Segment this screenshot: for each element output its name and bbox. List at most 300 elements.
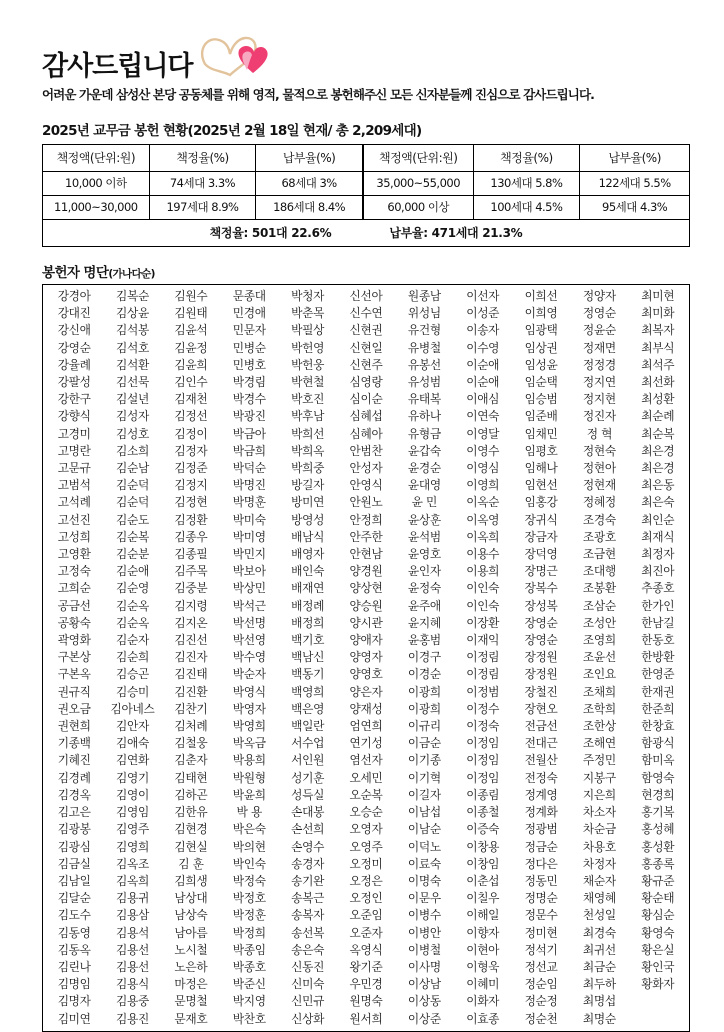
donor-name-cell: 김용선 bbox=[116, 959, 150, 974]
table-row bbox=[43, 196, 690, 220]
donor-name-cell: 안범찬 bbox=[349, 443, 383, 458]
donor-name-cell: 황순태 bbox=[641, 891, 675, 906]
donor-name-cell: 고석례 bbox=[57, 495, 91, 510]
donor-name-cell: 박석근 bbox=[232, 598, 266, 613]
donor-name-cell: 문종대 bbox=[232, 289, 266, 303]
donor-name-cell bbox=[629, 993, 687, 1010]
table-row bbox=[45, 322, 687, 339]
donor-name-cell: 박수영 bbox=[232, 650, 266, 665]
donor-name-cell: 최은동 bbox=[641, 478, 675, 493]
donor-name-cell: 박정희 bbox=[232, 925, 266, 940]
donor-name-cell: 안성자 bbox=[349, 461, 383, 476]
donor-name-cell: 최복자 bbox=[641, 323, 675, 338]
donor-name-cell: 조삼순 bbox=[582, 598, 616, 613]
donor-name-cell: 김설년 bbox=[116, 392, 150, 407]
donor-name-cell: 김정환 bbox=[174, 512, 208, 527]
donor-name-cell: 김성호 bbox=[116, 426, 150, 441]
donor-name-cell: 조한상 bbox=[582, 719, 616, 734]
donor-name-cell: 황심순 bbox=[641, 908, 675, 923]
donor-name-cell: 이장환 bbox=[466, 615, 500, 630]
donor-name-cell: 김명자 bbox=[57, 994, 91, 1009]
donor-name-cell: 김정준 bbox=[174, 461, 208, 476]
donor-name-cell: 한가인 bbox=[641, 598, 675, 613]
donor-name-cell: 김재천 bbox=[174, 392, 208, 407]
donor-name-cell: 한동호 bbox=[641, 633, 675, 648]
donor-name-cell: 정영순 bbox=[582, 306, 616, 321]
donor-name-cell: 정미현 bbox=[524, 925, 558, 940]
donor-name-cell: 황은실 bbox=[641, 942, 675, 957]
donor-name-cell: 손선희 bbox=[291, 822, 325, 837]
donor-name-cell: 이명숙 bbox=[407, 873, 441, 888]
gratitude-subtitle: 어려운 가운데 삼성산 본당 공동체를 위해 영적, 물적으로 봉헌해주신 모든 신자분들께 진심으로 감사드립니다. bbox=[42, 87, 594, 102]
donor-name-cell: 김진자 bbox=[174, 650, 208, 665]
donor-name-cell: 이옥영 bbox=[466, 512, 500, 527]
donor-name-cell: 김순자 bbox=[116, 633, 150, 648]
table-row bbox=[45, 546, 687, 563]
table-row bbox=[45, 580, 687, 597]
donor-name-cell: 김소희 bbox=[116, 443, 150, 458]
table-row bbox=[45, 374, 687, 391]
donor-name-cell: 최금순 bbox=[582, 959, 616, 974]
donor-name-cell: 최경숙 bbox=[582, 925, 616, 940]
donor-name-cell: 안영식 bbox=[349, 478, 383, 493]
donor-name-cell: 오영자 bbox=[349, 822, 383, 837]
donor-name-cell: 양재성 bbox=[349, 701, 383, 716]
table-row bbox=[45, 666, 687, 683]
donor-name-cell: 조학희 bbox=[582, 701, 616, 716]
table-row bbox=[45, 460, 687, 477]
donor-name-cell: 이상준 bbox=[407, 1011, 441, 1026]
donor-name-cell: 이효종 bbox=[466, 1011, 500, 1026]
donor-name-cell: 송복근 bbox=[291, 891, 325, 906]
table-row bbox=[45, 770, 687, 787]
donor-name-cell bbox=[629, 1011, 687, 1028]
donor-name-cell: 이옥순 bbox=[466, 495, 500, 510]
donor-name-cell: 김금실 bbox=[57, 856, 91, 871]
stats-cell: 186세대 8.4% bbox=[256, 196, 363, 220]
donor-name-cell: 전정숙 bbox=[524, 770, 558, 785]
donor-name-cell: 김처례 bbox=[174, 719, 208, 734]
donor-name-cell: 최귀선 bbox=[582, 942, 616, 957]
donor-name-cell: 안현남 bbox=[349, 547, 383, 562]
donor-name-cell: 김순덕 bbox=[116, 495, 150, 510]
donor-name-cell: 박명진 bbox=[232, 478, 266, 493]
donor-name-cell: 심혜섭 bbox=[349, 409, 383, 424]
table-row bbox=[45, 512, 687, 529]
donor-name-cell: 신선아 bbox=[349, 289, 383, 303]
donor-name-cell: 이병수 bbox=[407, 908, 441, 923]
donor-name-cell: 유태복 bbox=[407, 392, 441, 407]
donor-name-cell: 이인숙 bbox=[466, 598, 500, 613]
donor-name-cell: 이경구 bbox=[407, 650, 441, 665]
donor-name-cell: 한방환 bbox=[641, 650, 675, 665]
donor-name-cell: 김태현 bbox=[174, 770, 208, 785]
donor-name-cell: 김순복 bbox=[116, 529, 150, 544]
donor-name-cell: 유성범 bbox=[407, 375, 441, 390]
donor-name-cell: 정현숙 bbox=[582, 443, 616, 458]
donor-name-cell: 박원형 bbox=[232, 770, 266, 785]
stats-cell: 130세대 5.8% bbox=[473, 172, 580, 196]
donor-name-cell: 김 훈 bbox=[178, 856, 204, 871]
donor-name-cell: 박민지 bbox=[232, 547, 266, 562]
donor-name-cell: 정윤순 bbox=[582, 323, 616, 338]
table-row bbox=[45, 563, 687, 580]
donor-name-cell: 박미숙 bbox=[232, 512, 266, 527]
donor-name-cell: 임준배 bbox=[524, 409, 558, 424]
table-row bbox=[45, 494, 687, 511]
donor-name-cell: 정순정 bbox=[524, 994, 558, 1009]
donor-name-cell: 김진태 bbox=[174, 667, 208, 682]
donor-name-cell: 박용희 bbox=[232, 753, 266, 768]
donor-name-cell: 김용석 bbox=[116, 925, 150, 940]
donor-name-cell: 김미연 bbox=[57, 1011, 91, 1026]
donor-name-cell: 우민경 bbox=[349, 977, 383, 992]
donor-name-cell: 심이순 bbox=[349, 392, 383, 407]
table-row bbox=[45, 391, 687, 408]
donor-name-cell: 윤인자 bbox=[407, 564, 441, 579]
donor-name-cell: 이화자 bbox=[466, 994, 500, 1009]
donor-name-cell: 박금희 bbox=[232, 443, 266, 458]
donor-name-cell: 송경자 bbox=[291, 856, 325, 871]
donor-name-cell: 이용희 bbox=[466, 564, 500, 579]
donor-name-cell: 김영임 bbox=[116, 805, 150, 820]
donor-name-cell: 민문자 bbox=[232, 323, 266, 338]
donor-name-cell: 한남길 bbox=[641, 615, 675, 630]
donor-name-cell: 정광범 bbox=[524, 822, 558, 837]
donor-name-cell: 최진아 bbox=[641, 564, 675, 579]
donor-name-cell: 신상화 bbox=[291, 1011, 325, 1026]
donor-name-cell: 박옥금 bbox=[232, 736, 266, 751]
table-row bbox=[45, 839, 687, 856]
donor-name-cell: 김용삼 bbox=[116, 908, 150, 923]
table-row bbox=[45, 976, 687, 993]
donor-name-cell: 백영희 bbox=[291, 684, 325, 699]
table-row bbox=[45, 477, 687, 494]
donor-name-cell: 최정자 bbox=[641, 547, 675, 562]
donor-name-cell: 유건형 bbox=[407, 323, 441, 338]
donor-name-cell: 민병순 bbox=[232, 340, 266, 355]
donor-name-cell: 백동기 bbox=[291, 667, 325, 682]
donor-name-cell: 박윤희 bbox=[232, 787, 266, 802]
stats-col-rate-1: 책정율(%) bbox=[149, 145, 256, 172]
donor-name-cell: 이향자 bbox=[466, 925, 500, 940]
donor-name-cell: 윤주애 bbox=[407, 598, 441, 613]
donor-name-cell: 이성준 bbox=[466, 306, 500, 321]
donor-name-cell: 김석호 bbox=[116, 340, 150, 355]
donor-name-cell: 고성희 bbox=[57, 529, 91, 544]
donor-name-cell: 이창용 bbox=[466, 839, 500, 854]
donor-name-cell: 위성님 bbox=[407, 306, 441, 321]
donor-name-cell: 장영순 bbox=[524, 615, 558, 630]
stats-cell: 10,000 이하 bbox=[43, 172, 150, 196]
donor-name-cell: 차정자 bbox=[582, 856, 616, 871]
donor-name-cell: 박정호 bbox=[232, 891, 266, 906]
donor-name-cell: 오순복 bbox=[349, 787, 383, 802]
donor-name-cell: 이옥희 bbox=[466, 529, 500, 544]
donor-name-cell: 차순금 bbox=[582, 822, 616, 837]
donor-name-cell: 이광희 bbox=[407, 701, 441, 716]
donor-name-cell: 심혜아 bbox=[349, 426, 383, 441]
donor-name-cell: 옥영식 bbox=[349, 942, 383, 957]
donor-name-cell: 고명란 bbox=[57, 443, 91, 458]
donor-name-cell: 원종남 bbox=[407, 289, 441, 303]
donor-name-cell: 배재연 bbox=[291, 581, 325, 596]
donor-name-cell: 이남섭 bbox=[407, 805, 441, 820]
donor-name-cell: 정정경 bbox=[582, 357, 616, 372]
donor-name-cell: 이사명 bbox=[407, 959, 441, 974]
table-row bbox=[45, 443, 687, 460]
table-row bbox=[45, 632, 687, 649]
table-row bbox=[45, 925, 687, 942]
donor-name-cell: 백일란 bbox=[291, 719, 325, 734]
donor-name-cell: 양애자 bbox=[349, 633, 383, 648]
donor-name-cell: 조채희 bbox=[582, 684, 616, 699]
donor-name-cell: 박영식 bbox=[232, 684, 266, 699]
donor-name-cell: 장정원 bbox=[524, 667, 558, 682]
donor-name-cell: 박의현 bbox=[232, 839, 266, 854]
donor-name-cell: 최두하 bbox=[582, 977, 616, 992]
table-row bbox=[45, 340, 687, 357]
donor-name-cell: 김복순 bbox=[116, 289, 150, 303]
donor-name-cell: 장명근 bbox=[524, 564, 558, 579]
donor-name-cell: 최은숙 bbox=[641, 495, 675, 510]
donor-name-cell: 이규리 bbox=[407, 719, 441, 734]
donor-name-cell: 김안자 bbox=[116, 719, 150, 734]
donor-name-cell: 구본옥 bbox=[57, 667, 91, 682]
donor-name-cell: 윤정숙 bbox=[407, 581, 441, 596]
donor-name-cell: 정지현 bbox=[582, 392, 616, 407]
donor-name-cell: 박명훈 bbox=[232, 495, 266, 510]
donor-name-cell: 임순택 bbox=[524, 375, 558, 390]
stats-col-amount-1: 책정액(단위:원) bbox=[43, 145, 150, 172]
donor-name-cell: 박상민 bbox=[232, 581, 266, 596]
donor-list-section bbox=[42, 261, 690, 1032]
donor-name-cell: 조인요 bbox=[582, 667, 616, 682]
donor-name-cell: 최미화 bbox=[641, 306, 675, 321]
donor-name-cell: 강영순 bbox=[57, 340, 91, 355]
donor-name-cell: 백은영 bbox=[291, 701, 325, 716]
table-row bbox=[45, 305, 687, 322]
donor-name-cell: 장현오 bbox=[524, 701, 558, 716]
donor-name-cell: 김애숙 bbox=[116, 736, 150, 751]
donor-name-cell: 이칠우 bbox=[466, 891, 500, 906]
stats-col-payment-1: 납부율(%) bbox=[256, 145, 363, 172]
donor-name-cell: 강율례 bbox=[57, 357, 91, 372]
table-row bbox=[45, 701, 687, 718]
donor-name-cell: 이금순 bbox=[407, 736, 441, 751]
donor-name-cell: 박은숙 bbox=[232, 822, 266, 837]
donor-name-cell: 김명임 bbox=[57, 977, 91, 992]
donor-name-cell: 정현아 bbox=[582, 461, 616, 476]
table-row bbox=[45, 890, 687, 907]
donor-name-cell: 정계영 bbox=[524, 787, 558, 802]
donor-name-cell: 오준자 bbox=[349, 925, 383, 940]
donor-name-cell: 조해연 bbox=[582, 736, 616, 751]
donor-name-cell: 김성자 bbox=[116, 409, 150, 424]
donor-name-cell: 이남순 bbox=[407, 822, 441, 837]
donor-name-cell: 김정이 bbox=[174, 426, 208, 441]
donor-names-frame bbox=[42, 284, 690, 1032]
donor-name-cell: 엄연희 bbox=[349, 719, 383, 734]
donor-name-cell: 추종호 bbox=[641, 581, 675, 596]
donor-name-cell: 장철진 bbox=[524, 684, 558, 699]
donor-name-cell: 이정임 bbox=[466, 770, 500, 785]
donor-name-cell: 오정인 bbox=[349, 891, 383, 906]
donor-name-cell: 강한구 bbox=[57, 392, 91, 407]
donor-name-cell: 임평호 bbox=[524, 443, 558, 458]
donor-name-cell: 양영자 bbox=[349, 650, 383, 665]
donor-name-cell: 최명섭 bbox=[582, 994, 616, 1009]
donor-name-cell: 정 혁 bbox=[586, 426, 613, 441]
donor-name-cell: 박춘목 bbox=[291, 306, 325, 321]
donor-name-cell: 조대행 bbox=[582, 564, 616, 579]
donor-name-cell: 박선영 bbox=[232, 633, 266, 648]
donor-name-cell: 정지연 bbox=[582, 375, 616, 390]
donor-name-cell: 함광식 bbox=[641, 736, 675, 751]
donor-name-cell: 이인숙 bbox=[466, 581, 500, 596]
donor-name-cell: 이병철 bbox=[407, 942, 441, 957]
stats-cell: 100세대 4.5% bbox=[473, 196, 580, 220]
donor-name-cell: 김순남 bbox=[116, 461, 150, 476]
donor-name-cell: 공금선 bbox=[57, 598, 91, 613]
donor-name-cell: 오세민 bbox=[349, 770, 383, 785]
donor-name-cell: 김아네스 bbox=[110, 701, 155, 716]
donor-name-cell: 이상남 bbox=[407, 977, 441, 992]
donor-name-cell: 이정림 bbox=[466, 650, 500, 665]
donor-name-cell: 이춘섭 bbox=[466, 873, 500, 888]
donor-name-cell: 황규준 bbox=[641, 873, 675, 888]
donor-name-cell: 박지영 bbox=[232, 994, 266, 1009]
donor-name-cell: 홍기복 bbox=[641, 805, 675, 820]
donor-name-cell: 김윤정 bbox=[174, 340, 208, 355]
donor-name-cell: 박정훈 bbox=[232, 908, 266, 923]
donor-name-cell: 박경림 bbox=[232, 375, 266, 390]
donor-name-cell: 고범석 bbox=[57, 478, 91, 493]
donor-name-cell: 이정림 bbox=[466, 667, 500, 682]
donor-name-cell: 이정수 bbox=[466, 701, 500, 716]
donor-name-cell: 정석기 bbox=[524, 942, 558, 957]
donor-name-cell: 장덕영 bbox=[524, 547, 558, 562]
donor-name-cell: 박덕순 bbox=[232, 461, 266, 476]
donor-name-cell: 서수업 bbox=[291, 736, 325, 751]
donor-name-cell: 정순천 bbox=[524, 1011, 558, 1026]
donor-name-cell: 김고은 bbox=[57, 805, 91, 820]
donor-name-cell: 김연화 bbox=[116, 753, 150, 768]
donor-name-cell: 박희옥 bbox=[291, 443, 325, 458]
table-row bbox=[45, 718, 687, 735]
donor-name-cell: 신민규 bbox=[291, 994, 325, 1009]
donor-name-cell: 구본상 bbox=[57, 650, 91, 665]
donor-name-cell: 임광택 bbox=[524, 323, 558, 338]
donor-name-cell: 장성복 bbox=[524, 598, 558, 613]
donor-name-cell: 김종필 bbox=[174, 547, 208, 562]
donor-name-cell: 강경아 bbox=[57, 289, 91, 303]
donor-name-cell: 박순자 bbox=[232, 667, 266, 682]
donor-name-cell: 박청자 bbox=[291, 289, 325, 303]
donor-name-cell: 김춘자 bbox=[174, 753, 208, 768]
donor-list-title bbox=[42, 261, 690, 281]
donor-name-cell: 고영환 bbox=[57, 547, 91, 562]
donor-name-cell: 민경애 bbox=[232, 306, 266, 321]
donor-name-cell: 김원태 bbox=[174, 306, 208, 321]
donor-name-cell: 최순복 bbox=[641, 426, 675, 441]
donor-name-cell: 박미영 bbox=[232, 529, 266, 544]
donor-name-cell: 이순애 bbox=[466, 357, 500, 372]
donor-name-cell: 김현경 bbox=[174, 822, 208, 837]
donor-name-cell: 윤홍범 bbox=[407, 633, 441, 648]
donor-name-cell: 최명순 bbox=[582, 1011, 616, 1026]
donor-name-cell: 김린나 bbox=[57, 959, 91, 974]
donor-name-cell: 심영랑 bbox=[349, 375, 383, 390]
donor-name-cell: 임채민 bbox=[524, 426, 558, 441]
double-heart-icon bbox=[199, 34, 271, 78]
donor-name-cell: 송은숙 bbox=[291, 942, 325, 957]
donor-name-cell: 고정숙 bbox=[57, 564, 91, 579]
donor-name-cell: 김윤희 bbox=[174, 357, 208, 372]
donor-name-cell: 이연숙 bbox=[466, 409, 500, 424]
donor-name-cell: 정명순 bbox=[524, 891, 558, 906]
donor-name-cell: 김승미 bbox=[116, 684, 150, 699]
table-row bbox=[45, 426, 687, 443]
donor-name-cell: 노은하 bbox=[174, 959, 208, 974]
donor-name-cell: 김경옥 bbox=[57, 787, 91, 802]
donor-name-cell: 윤지혜 bbox=[407, 615, 441, 630]
table-row bbox=[45, 598, 687, 615]
donor-name-cell: 이영수 bbox=[466, 443, 500, 458]
donor-name-cell: 오정은 bbox=[349, 873, 383, 888]
donor-name-cell: 김옥희 bbox=[116, 873, 150, 888]
donor-name-cell: 박현철 bbox=[291, 375, 325, 390]
table-row bbox=[45, 684, 687, 701]
donor-name-cell: 정진자 bbox=[582, 409, 616, 424]
donor-name-cell: 박종호 bbox=[232, 959, 266, 974]
donor-name-cell: 권규직 bbox=[57, 684, 91, 699]
donor-name-cell: 김상윤 bbox=[116, 306, 150, 321]
donor-name-cell: 정현재 bbox=[582, 478, 616, 493]
donor-name-cell: 이형욱 bbox=[466, 959, 500, 974]
donor-name-cell: 정계화 bbox=[524, 805, 558, 820]
donor-name-cell: 방영성 bbox=[291, 512, 325, 527]
donor-name-cell: 황영숙 bbox=[641, 925, 675, 940]
donor-name-cell: 이병안 bbox=[407, 925, 441, 940]
donor-name-cell: 이기종 bbox=[407, 753, 441, 768]
donor-name-cell: 문재호 bbox=[174, 1011, 208, 1026]
donor-name-cell: 손영수 bbox=[291, 839, 325, 854]
donor-name-cell: 박호진 bbox=[291, 392, 325, 407]
stats-col-rate-2: 책정율(%) bbox=[473, 145, 580, 172]
donor-name-cell: 박영자 bbox=[232, 701, 266, 716]
donor-name-cell: 이경순 bbox=[407, 667, 441, 682]
donor-name-cell: 임성윤 bbox=[524, 357, 558, 372]
donor-name-cell: 박광진 bbox=[232, 409, 266, 424]
donor-name-cell: 조성안 bbox=[582, 615, 616, 630]
donor-name-cell: 최선화 bbox=[641, 375, 675, 390]
donor-name-cell: 임홍강 bbox=[524, 495, 558, 510]
donor-name-cell: 박 용 bbox=[236, 805, 262, 820]
donor-name-cell: 박찬호 bbox=[232, 1011, 266, 1026]
donor-name-cell: 배정례 bbox=[291, 598, 325, 613]
donor-name-cell: 이수영 bbox=[466, 340, 500, 355]
donor-name-cell: 황인국 bbox=[641, 959, 675, 974]
donor-name-cell: 김경례 bbox=[57, 770, 91, 785]
donor-name-cell: 김하곤 bbox=[174, 787, 208, 802]
donor-name-cell: 홍성환 bbox=[641, 839, 675, 854]
donor-name-cell: 고희순 bbox=[57, 581, 91, 596]
donor-name-cell: 김찬기 bbox=[174, 701, 208, 716]
donor-name-cell: 이희영 bbox=[524, 306, 558, 321]
logo-row bbox=[42, 34, 690, 80]
table-row bbox=[45, 787, 687, 804]
